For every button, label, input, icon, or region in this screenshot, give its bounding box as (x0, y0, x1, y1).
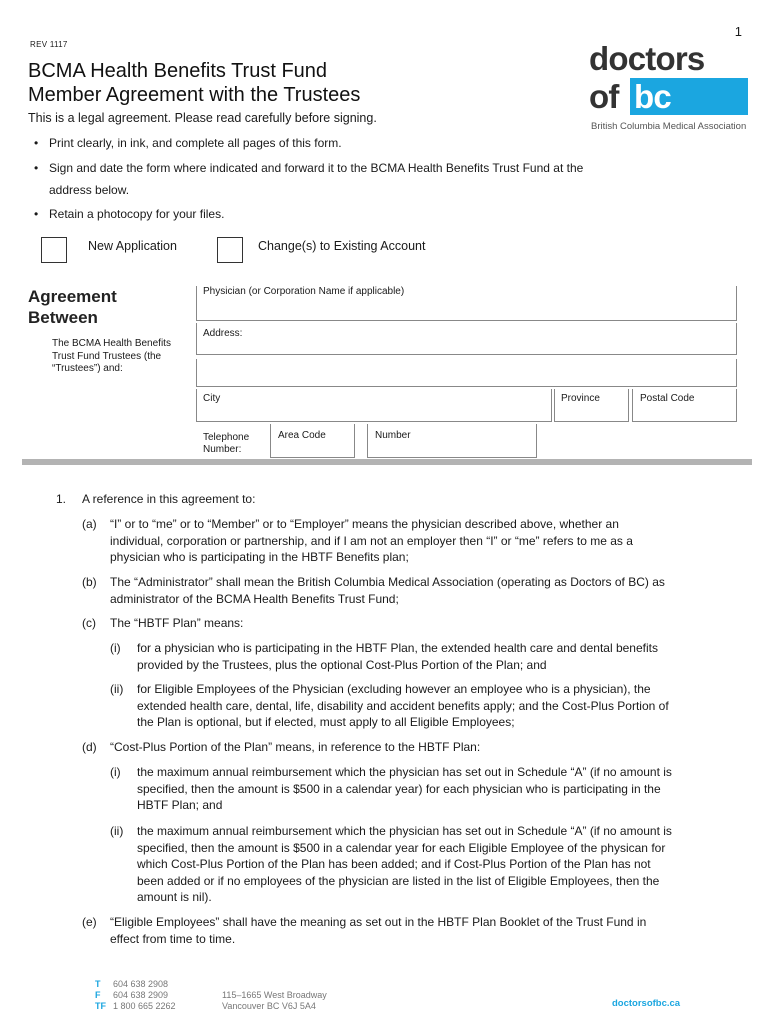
bullet-dot: • (34, 136, 39, 150)
clause-line: specified, then the amount is $500 in a calendar year for each Eligible Employee of the physican for (137, 840, 666, 855)
section-intro: A reference in this agreement to: (82, 492, 256, 506)
footer-website-link[interactable]: doctorsofbc.ca (612, 998, 681, 1009)
clause-d-i-label: (i) (110, 765, 121, 779)
logo-of-text: of (589, 78, 619, 115)
agreement-heading-line1: Agreement (28, 287, 117, 306)
clause-d-ii-text (137, 823, 672, 906)
instruction-text: address below. (49, 183, 130, 197)
instruction-text: Retain a photocopy for your files. (49, 207, 225, 221)
bullet-dot: • (34, 161, 39, 175)
clause-line: which Cost-Plus Portion of the Plan has been added; and if Cost-Plus Portion of the Plan has not (137, 857, 651, 871)
telephone-label-line1: Telephone (203, 432, 250, 443)
clause-line: The “Administrator” shall mean the British Columbia Medical Association (operating as Doctors of BC) as (110, 575, 665, 589)
footer-contact (95, 979, 176, 1012)
clause-line: effect from time to time. (110, 931, 236, 946)
clause-line: HBTF Plan; and (137, 798, 223, 812)
phone-number-label: Number (375, 430, 411, 441)
clause-e-label: (e) (82, 915, 97, 929)
form-title-line1: BCMA Health Benefits Trust Fund (28, 60, 328, 82)
revision-code: REV 1117 (30, 40, 68, 49)
new-application-label: New Application (88, 239, 177, 253)
clause-b-label: (b) (82, 575, 97, 589)
clause-c-ii-text (137, 681, 669, 731)
clause-d-ii-label: (ii) (110, 824, 124, 838)
clause-a-label: (a) (82, 517, 97, 531)
form-title-line2: Member Agreement with the Trustees (28, 84, 361, 106)
logo-bc-text: bc (634, 78, 671, 115)
legal-notice: This is a legal agreement. Please read carefully before signing. (28, 111, 377, 125)
clause-line: for Eligible Employees of the Physician (excluding however an employee who is a physician), the (137, 682, 651, 696)
footer-address-line1: 115–1665 West Broadway (222, 990, 327, 1000)
clause-line: provided by the Trustees, plus the optional Cost-Plus Portion of the Plan; and (137, 657, 547, 672)
clause-line: individual, corporation or partnership, and if I am not an employer then “I” or “me” refers to me as a (110, 533, 633, 548)
physician-name-label: Physician (or Corporation Name if applicable) (203, 286, 405, 297)
clause-c-ii-label: (ii) (110, 682, 124, 696)
footer-tollfree-label: TF (95, 1001, 106, 1011)
change-existing-account-label: Change(s) to Existing Account (258, 239, 426, 253)
clause-line: specified, then the amount is $500 in a calendar year) for each physician who is participating in the (137, 781, 661, 796)
clause-d-label: (d) (82, 740, 97, 754)
page-number: 1 (734, 24, 742, 39)
section-divider (22, 459, 752, 465)
clause-line: administrator of the BCMA Health Benefits Trust Fund; (110, 591, 399, 606)
new-application-checkbox[interactable] (41, 237, 67, 263)
form-title (28, 59, 360, 107)
clause-line: for a physician who is participating in the HBTF Plan, the extended health care and dental benefits (137, 641, 658, 655)
change-existing-account-checkbox[interactable] (217, 237, 243, 263)
clause-line: extended health care, dental, life, disability and accident benefits apply; and the Cost-Plus Portion of (137, 698, 669, 713)
logo-subtitle: British Columbia Medical Association (591, 121, 747, 132)
clause-b-text (110, 574, 665, 607)
footer-phone-label: T (95, 979, 101, 989)
clause-e-text (110, 914, 646, 947)
footer-fax-line (95, 990, 176, 1001)
footer-tollfree-line (95, 1001, 176, 1012)
clause-line: been added or if no employees of the physician are listed in the list of Eligible Employees, then the (137, 873, 660, 888)
clause-d-i-text (137, 764, 672, 814)
clause-d-intro: “Cost-Plus Portion of the Plan” means, in reference to the HBTF Plan: (110, 740, 481, 754)
footer-address-line2: Vancouver BC V6J 5A4 (222, 1001, 316, 1011)
clause-line: the Plan is optional, but if elected, must apply to all Eligible Employees; (137, 715, 515, 729)
clause-line: amount is nil). (137, 890, 212, 904)
area-code-label: Area Code (278, 430, 326, 441)
agreement-heading-line2: Between (28, 308, 98, 327)
clause-line: the maximum annual reimbursement which the physician has set out in Schedule “A” (if no amount is (137, 765, 672, 779)
address-line2-field[interactable] (196, 359, 737, 387)
footer-tollfree-value: 1 800 665 2262 (113, 1001, 176, 1011)
clause-c-intro: The “HBTF Plan” means: (110, 616, 244, 630)
telephone-label-line2: Number: (203, 444, 242, 455)
bullet-dot: • (34, 207, 39, 221)
telephone-label (203, 432, 249, 456)
footer-address (222, 990, 327, 1012)
clause-line: physician who is participating in the HBTF Benefits plan; (110, 550, 409, 564)
agreement-between-heading (28, 286, 117, 328)
city-field[interactable] (196, 389, 552, 422)
city-label: City (203, 393, 221, 404)
clause-a-text (110, 516, 633, 566)
instruction-text: Print clearly, in ink, and complete all pages of this form. (49, 136, 342, 150)
postal-code-label: Postal Code (640, 393, 695, 404)
clause-c-label: (c) (82, 616, 96, 630)
clause-c-i-label: (i) (110, 641, 121, 655)
section-number: 1. (56, 492, 67, 506)
footer-fax-value: 604 638 2909 (113, 990, 169, 1000)
address-label: Address: (203, 328, 243, 339)
instruction-text: Sign and date the form where indicated and forward it to the BCMA Health Benefits Trust Fund at the (49, 161, 584, 175)
footer-phone-value: 604 638 2908 (113, 979, 169, 989)
address-field[interactable] (196, 323, 737, 355)
clause-c-i-text (137, 640, 658, 673)
clause-line: “I” or to “me” or to “Member” or to “Employer” means the physician described above, whether an (110, 517, 619, 531)
logo-doctors-text: doctors (589, 40, 705, 77)
footer-fax-label: F (95, 990, 101, 1000)
agreement-description: The BCMA Health Benefits Trust Fund Trustees (the “Trustees”) and: (52, 338, 171, 374)
clause-line: the maximum annual reimbursement which the physician has set out in Schedule “A” (if no amount is (137, 824, 672, 838)
province-label: Province (561, 393, 600, 404)
clause-line: “Eligible Employees” shall have the meaning as set out in the HBTF Plan Booklet of the Trust Fund in (110, 915, 647, 929)
footer-phone-line (95, 979, 176, 990)
